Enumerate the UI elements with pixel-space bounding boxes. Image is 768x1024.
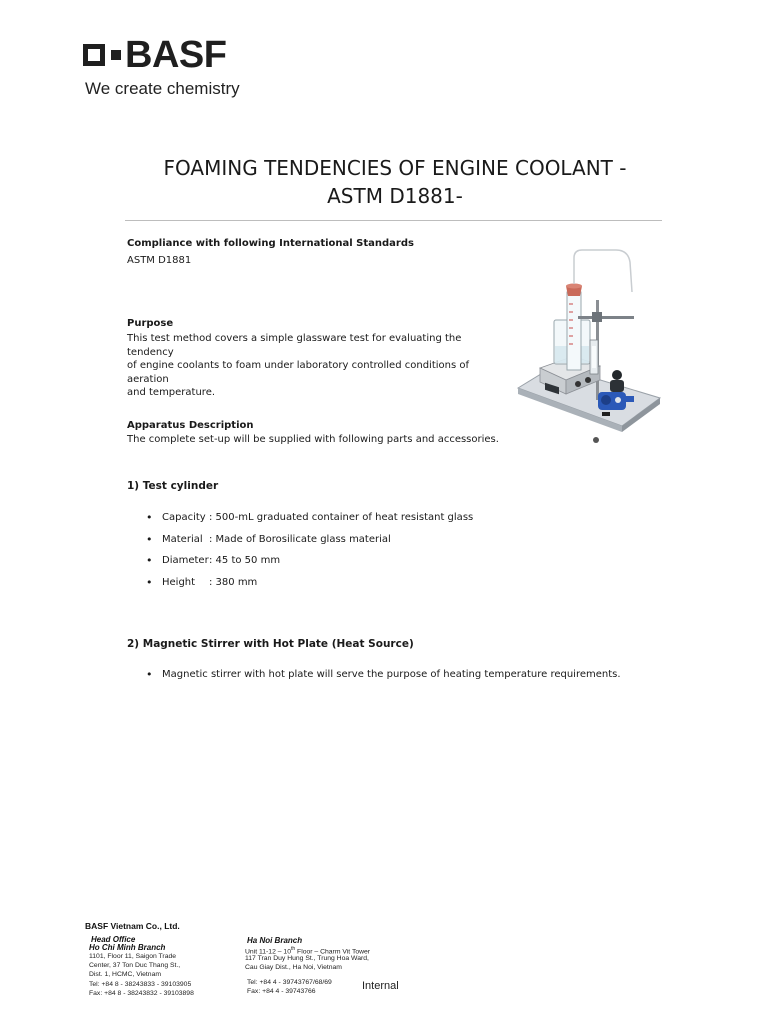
section-1-heading: 1) Test cylinder — [127, 480, 219, 492]
apparatus-heading: Apparatus Description — [127, 420, 254, 431]
footer-company: BASF Vietnam Co., Ltd. — [85, 921, 180, 931]
footer-head-office: Head Office — [91, 935, 136, 944]
basf-logo — [83, 34, 227, 76]
address-line: 1101, Floor 11, Saigon Trade — [89, 953, 177, 960]
footer-hcm-branch: Ho Chi Minh Branch — [89, 943, 166, 952]
footer-hcm-address — [89, 952, 180, 979]
apparatus-text: The complete set-up will be supplied with following parts and accessories. — [127, 434, 499, 445]
list-item — [162, 534, 473, 556]
address-part: Unit 11-12 – 10 — [245, 948, 291, 956]
stirrer-specs — [162, 669, 621, 691]
brand-tagline: We create chemistry — [85, 79, 240, 98]
address-line: Dist. 1, HCMC, Vietnam — [89, 971, 162, 978]
address-part: Floor – Charm Vit Tower — [295, 948, 371, 956]
superscript-th: th — [290, 946, 296, 952]
footer-hanoi-address — [245, 954, 369, 972]
footer-hcm-tel: Tel: +84 8 - 38243833 - 39103905 — [89, 981, 192, 988]
footer-hanoi-fax: Fax: +84 4 - 39743766 — [247, 988, 316, 995]
brand-name: BASF — [125, 34, 227, 76]
address-line: 117 Tran Duy Hung St., Trung Hoa Ward, — [245, 955, 369, 962]
document-title — [130, 154, 660, 210]
test-cylinder-specs — [162, 512, 473, 598]
compliance-standard: ASTM D1881 — [127, 255, 192, 266]
purpose-line: This test method covers a simple glassware test for evaluating the tendency — [127, 333, 462, 358]
compliance-heading: Compliance with following International Standards — [127, 238, 414, 249]
list-item — [162, 577, 473, 599]
list-item: • Magnetic stirrer with hot plate will serve the purpose of heating temperature requirements. — [162, 669, 621, 691]
footer-hcm-fax: Fax: +84 8 - 38243832 - 39103898 — [89, 990, 194, 997]
spec-label: Diameter — [162, 555, 209, 566]
spec-value: : 45 to 50 mm — [209, 555, 281, 566]
spec-label: Material — [162, 533, 203, 545]
footer-hanoi-branch: Ha Noi Branch — [247, 936, 303, 945]
title-divider — [125, 220, 662, 221]
spec-label: Height — [162, 576, 196, 588]
spec-value: : 500-mL graduated container of heat resistant glass — [209, 512, 474, 523]
title-line-1: FOAMING TENDENCIES OF ENGINE COOLANT - — [163, 156, 627, 180]
purpose-line: of engine coolants to foam under laboratory controlled conditions of aeration — [127, 360, 470, 385]
purpose-heading: Purpose — [127, 318, 174, 329]
address-line: Center, 37 Ton Duc Thang St., — [89, 962, 181, 969]
address-line: Cau Giay Dist., Ha Noi, Vietnam — [245, 964, 342, 971]
spec-value: : Made of Borosilicate glass material — [209, 533, 391, 545]
apparatus-image — [512, 248, 664, 452]
purpose-line: and temperature. — [127, 387, 216, 398]
list-item — [162, 512, 473, 534]
logo-square-small — [111, 50, 121, 60]
list-item — [162, 555, 473, 577]
logo-square-outline — [83, 44, 105, 66]
spec-label: Capacity — [162, 512, 206, 523]
purpose-text — [127, 332, 507, 400]
spec-value: : 380 mm — [209, 576, 258, 588]
classification-label: Internal — [362, 980, 399, 992]
footer-hanoi-tel: Tel: +84 4 - 39743767/68/69 — [247, 979, 332, 986]
section-2-heading: 2) Magnetic Stirrer with Hot Plate (Heat Source) — [127, 638, 414, 650]
title-line-2: ASTM D1881- — [327, 184, 463, 208]
